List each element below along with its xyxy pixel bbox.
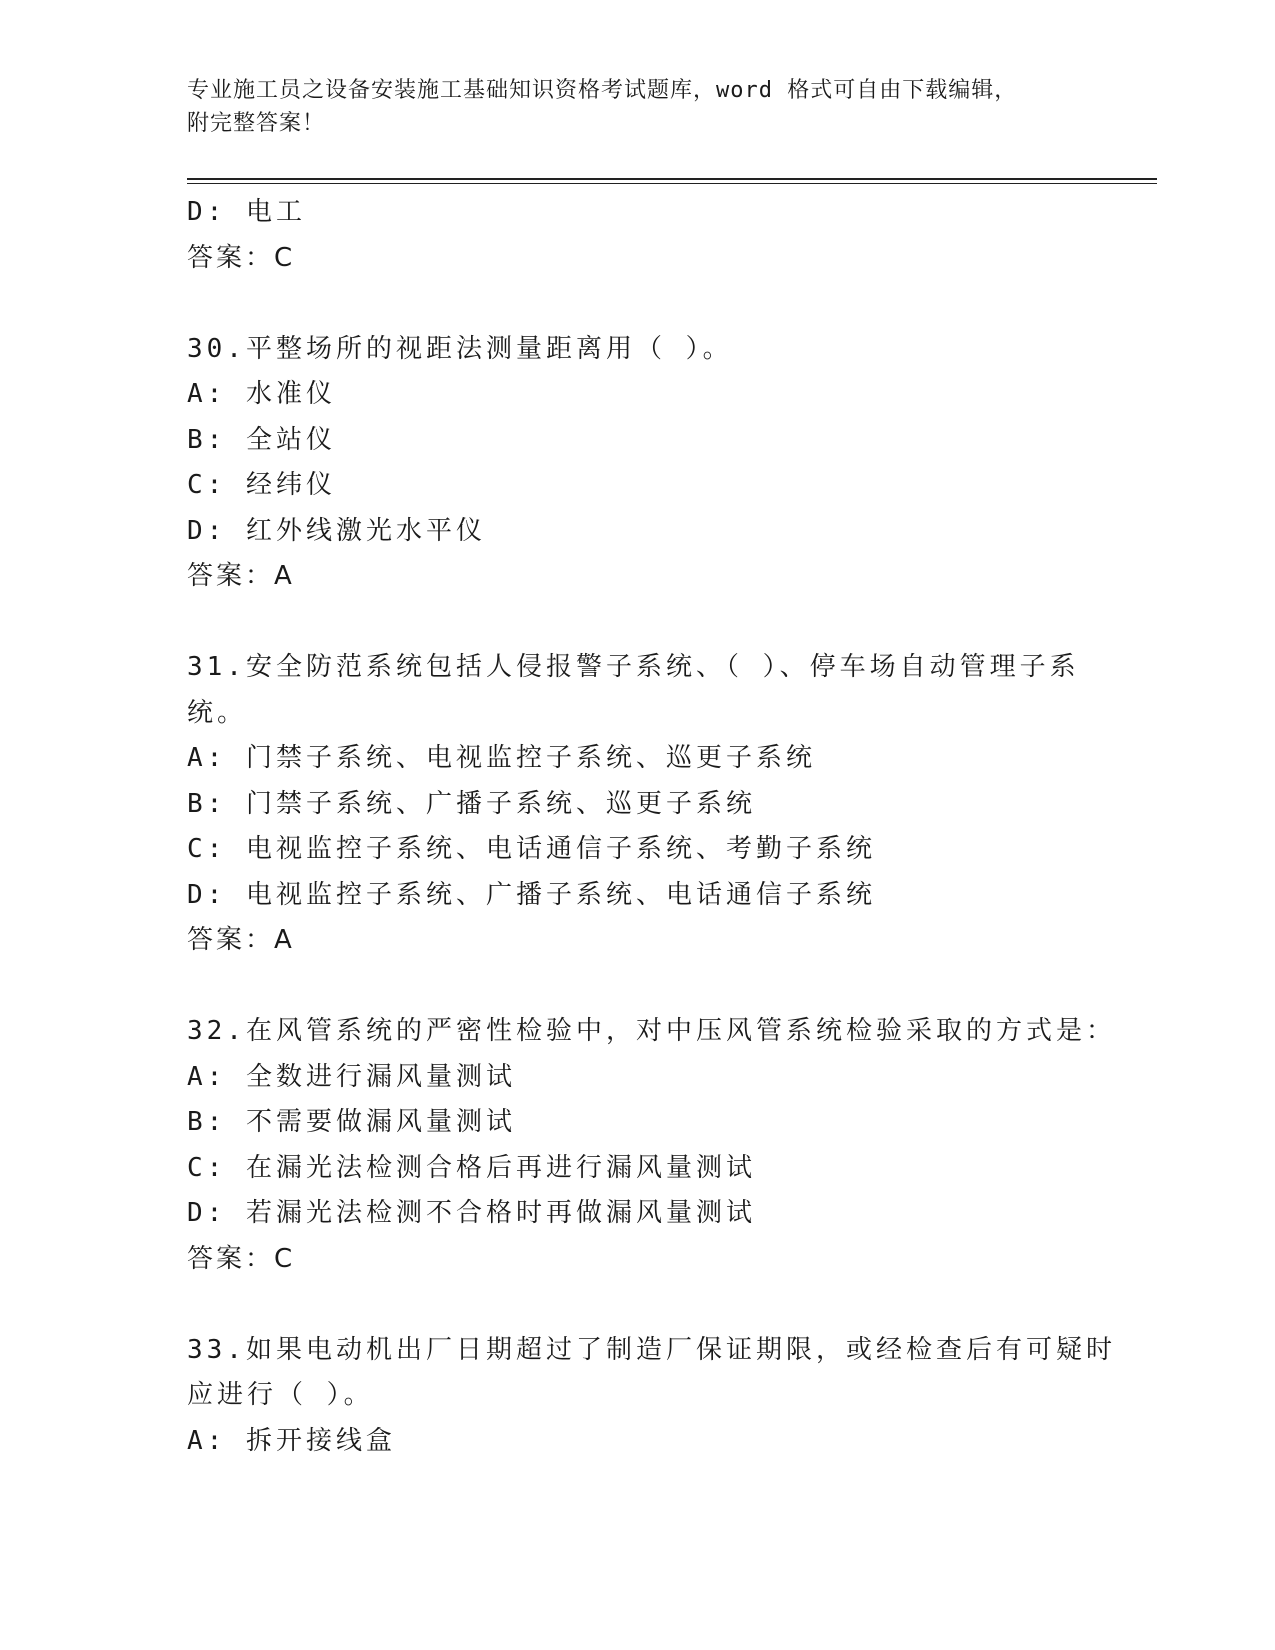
header-line-2: 附完整答案！ bbox=[187, 111, 326, 136]
option-b: B: 全站仪 bbox=[187, 424, 336, 455]
option-c: C: 经纬仪 bbox=[187, 470, 336, 500]
question-31 bbox=[187, 645, 1087, 964]
document-header bbox=[187, 74, 1067, 140]
option-d: D: 红外线激光水平仪 bbox=[187, 515, 486, 546]
header-divider bbox=[187, 178, 1157, 184]
answer-line: 答案：C bbox=[187, 1243, 296, 1274]
option-b: B: 门禁子系统、广播子系统、巡更子系统 bbox=[187, 788, 756, 819]
question-stem-line-2: 应进行（ ）。 bbox=[187, 1380, 374, 1410]
answer-line: 答案：A bbox=[187, 925, 295, 955]
spacer bbox=[187, 964, 1087, 1010]
option-d: D: 若漏光法检测不合格时再做漏风量测试 bbox=[187, 1198, 756, 1228]
question-stem-line-1: 31.安全防范系统包括人侵报警子系统、（ ）、停车场自动管理子系 bbox=[187, 652, 1080, 682]
option-a: A: 拆开接线盒 bbox=[187, 1425, 396, 1456]
spacer bbox=[187, 1282, 1087, 1328]
question-stem: 32.在风管系统的严密性检验中，对中压风管系统检验采取的方式是： bbox=[187, 1016, 1116, 1046]
question-stem: 30.平整场所的视距法测量距离用（ ）。 bbox=[187, 333, 733, 364]
spacer bbox=[187, 281, 1087, 327]
answer-line: 答案：A bbox=[187, 561, 295, 591]
spacer bbox=[187, 600, 1087, 646]
option-c: C: 在漏光法检测合格后再进行漏风量测试 bbox=[187, 1152, 756, 1183]
question-stem-line-1: 33.如果电动机出厂日期超过了制造厂保证期限，或经检查后有可疑时 bbox=[187, 1334, 1116, 1365]
option-d: D: 电工 bbox=[187, 197, 306, 227]
question-list bbox=[187, 190, 1116, 1464]
question-30 bbox=[187, 327, 1087, 600]
option-c: C: 电视监控子系统、电话通信子系统、考勤子系统 bbox=[187, 834, 876, 864]
header-line-1: 专业施工员之设备安装施工基础知识资格考试题库，word 格式可自由下载编辑， bbox=[187, 78, 1018, 103]
option-a: A: 门禁子系统、电视监控子系统、巡更子系统 bbox=[187, 743, 816, 773]
question-33 bbox=[187, 1328, 1116, 1465]
question-stem-line-2: 统。 bbox=[187, 697, 248, 728]
option-a: A: 水准仪 bbox=[187, 379, 336, 409]
option-a: A: 全数进行漏风量测试 bbox=[187, 1061, 516, 1092]
question-32 bbox=[187, 1009, 1116, 1282]
option-b: B: 不需要做漏风量测试 bbox=[187, 1107, 516, 1137]
answer-line: 答案：C bbox=[187, 242, 296, 273]
option-d: D: 电视监控子系统、广播子系统、电话通信子系统 bbox=[187, 879, 876, 910]
